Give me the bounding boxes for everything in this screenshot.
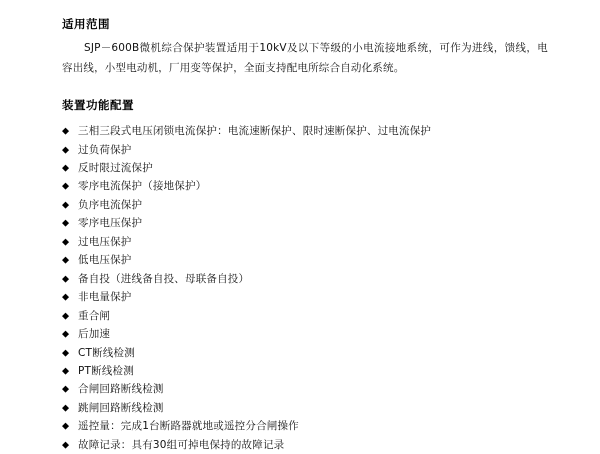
diamond-bullet-icon: ◆ [62,383,70,395]
list-item-label: 低电压保护 [78,254,132,267]
list-item [62,362,548,380]
list-item [62,233,548,251]
diamond-bullet-icon: ◆ [62,273,70,284]
list-item-label: 负序电流保护 [78,198,143,211]
list-item-label: PT断线检测 [78,365,134,378]
list-item [62,380,548,398]
diamond-bullet-icon: ◆ [62,291,70,302]
list-item [62,122,548,140]
list-item-label: 后加速 [78,328,111,341]
list-item-label: 故障记录：具有30组可掉电保持的故障记录 [78,438,285,451]
diamond-bullet-icon: ◆ [62,420,70,432]
list-item-label: 合闸回路断线检测 [78,383,164,396]
list-item-label: 零序电压保护 [78,217,143,230]
scope-paragraph [62,39,548,78]
list-item [62,325,548,343]
diamond-bullet-icon: ◆ [62,217,70,229]
diamond-bullet-icon: ◆ [62,439,70,450]
list-item-label: 重合闸 [78,309,111,322]
diamond-bullet-icon: ◆ [62,346,70,358]
diamond-bullet-icon: ◆ [62,236,70,247]
diamond-bullet-icon: ◆ [62,162,70,173]
list-item-label: 过电压保护 [78,235,132,248]
list-item-label: 零序电流保护（接地保护） [78,180,207,193]
list-item-label: 三相三段式电压闭锁电流保护：电流速断保护、限时速断保护、过电流保护 [78,125,432,138]
diamond-bullet-icon: ◆ [62,328,70,339]
list-item-label: 反时限过流保护 [78,162,153,175]
list-item-label: 过负荷保护 [78,143,132,156]
diamond-bullet-icon: ◆ [62,402,70,413]
list-item-label: 备自投（进线备自投、母联备自投） [78,272,250,285]
list-item [62,288,548,306]
diamond-bullet-icon: ◆ [62,365,70,376]
diamond-bullet-icon: ◆ [62,199,70,210]
diamond-bullet-icon: ◆ [62,125,70,136]
list-item-label: 跳闸回路断线检测 [78,401,164,414]
diamond-bullet-icon: ◆ [62,309,70,321]
list-item [62,307,548,325]
scope-paragraph-text: SJP－600B微机综合保护装置适用于10kV及以下等级的小电流接地系统，可作为进线，馈线，电容出线，小型电动机，厂用变等保护，全面支持配电所综合自动化系统。 [62,42,548,74]
function-list [62,122,548,454]
list-item [62,159,548,177]
list-item [62,196,548,214]
diamond-bullet-icon: ◆ [62,180,70,192]
diamond-bullet-icon: ◆ [62,254,70,265]
list-item [62,436,548,454]
list-item [62,214,548,232]
section-heading-functions: 装置功能配置 [62,97,134,112]
list-item [62,343,548,361]
list-item-label: 非电量保护 [78,291,132,304]
list-item [62,270,548,288]
list-item [62,177,548,195]
list-item [62,399,548,417]
list-item-label: 遥控量：完成1台断路器就地或遥控分合闸操作 [78,420,299,433]
list-item-label: CT断线检测 [78,346,135,359]
list-item [62,140,548,158]
section-heading-scope: 适用范围 [62,17,110,31]
list-item [62,251,548,269]
diamond-bullet-icon: ◆ [62,143,70,155]
list-item [62,417,548,435]
